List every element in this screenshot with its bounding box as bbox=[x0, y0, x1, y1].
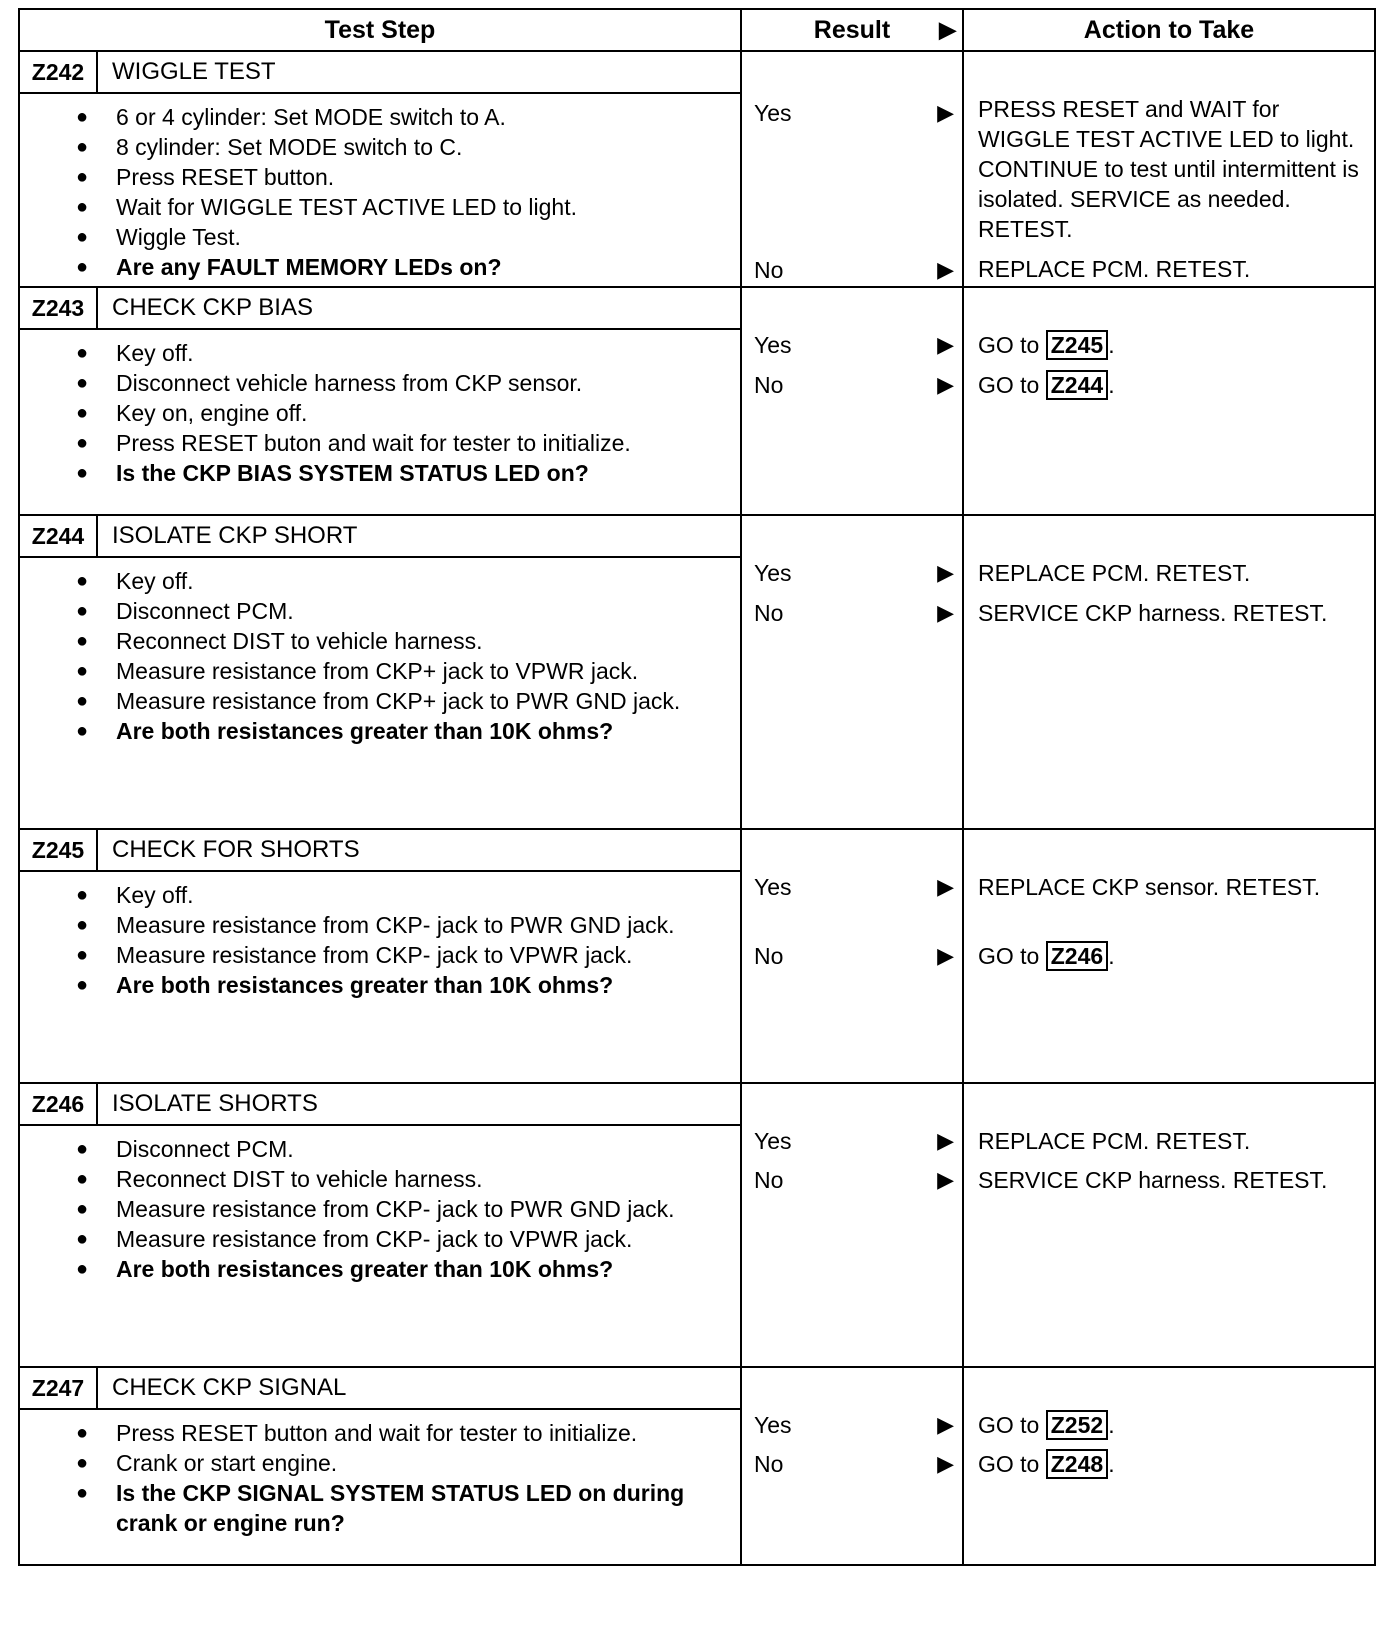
step-instruction: ● 6 or 4 cylinder: Set MODE switch to A. bbox=[116, 102, 730, 132]
action-text: GO to bbox=[978, 943, 1046, 969]
step-instruction: ● Key off. bbox=[116, 880, 730, 910]
arrow-right-icon: ▶ bbox=[937, 372, 954, 397]
result-no bbox=[754, 598, 956, 628]
action-yes bbox=[978, 872, 1364, 902]
step-instructions bbox=[20, 94, 740, 284]
arrow-right-icon: ▶ bbox=[937, 257, 954, 282]
step-reference-link[interactable]: Z248 bbox=[1046, 1449, 1108, 1479]
action-cell bbox=[963, 515, 1375, 829]
arrow-right-icon: ▶ bbox=[937, 1128, 954, 1153]
action-yes bbox=[978, 558, 1364, 588]
result-cell bbox=[741, 1083, 963, 1367]
step-instruction: ● Press RESET button. bbox=[116, 162, 730, 192]
step-instructions bbox=[20, 1410, 740, 1540]
result-yes bbox=[754, 558, 956, 588]
header-test-step: Test Step bbox=[19, 9, 741, 51]
test-step-cell bbox=[19, 51, 741, 287]
test-step-cell bbox=[19, 829, 741, 1083]
result-no bbox=[754, 370, 956, 400]
action-yes bbox=[978, 94, 1364, 244]
step-header bbox=[20, 1368, 740, 1410]
step-number: Z242 bbox=[20, 52, 98, 92]
result-label: Yes bbox=[754, 874, 792, 900]
action-cell bbox=[963, 51, 1375, 287]
header-action: Action to Take bbox=[963, 9, 1375, 51]
step-instruction: ● Press RESET buton and wait for tester to initialize. bbox=[116, 428, 730, 458]
step-number: Z246 bbox=[20, 1084, 98, 1124]
action-yes bbox=[978, 1126, 1364, 1156]
step-instructions bbox=[20, 330, 740, 490]
action-text: GO to bbox=[978, 332, 1046, 358]
result-label: Yes bbox=[754, 332, 792, 358]
action-cell bbox=[963, 1367, 1375, 1565]
action-text: REPLACE CKP sensor. RETEST. bbox=[978, 874, 1321, 900]
action-text: SERVICE CKP harness. RETEST. bbox=[978, 1167, 1328, 1193]
arrow-right-icon: ▶ bbox=[937, 100, 954, 125]
action-text: REPLACE PCM. RETEST. bbox=[978, 1128, 1251, 1154]
period: . bbox=[1108, 1451, 1115, 1477]
test-step-cell bbox=[19, 515, 741, 829]
step-instruction: ● Key on, engine off. bbox=[116, 398, 730, 428]
arrow-right-icon: ▶ bbox=[937, 1412, 954, 1437]
test-step-cell bbox=[19, 287, 741, 515]
step-instruction: ● Wait for WIGGLE TEST ACTIVE LED to light. bbox=[116, 192, 730, 222]
result-no bbox=[754, 941, 956, 971]
arrow-right-icon: ▶ bbox=[937, 1451, 954, 1476]
step-instruction: ● Measure resistance from CKP- jack to PWR GND jack. bbox=[116, 910, 730, 940]
step-instruction: ● Disconnect PCM. bbox=[116, 596, 730, 626]
result-cell bbox=[741, 515, 963, 829]
step-reference-link[interactable]: Z246 bbox=[1046, 941, 1108, 971]
action-text: GO to bbox=[978, 1412, 1046, 1438]
diagnostic-table bbox=[18, 8, 1376, 1566]
header-row bbox=[19, 9, 1375, 51]
action-text: REPLACE PCM. RETEST. bbox=[978, 560, 1251, 586]
period: . bbox=[1108, 943, 1115, 969]
arrow-right-icon: ▶ bbox=[937, 600, 954, 625]
action-no bbox=[978, 941, 1364, 971]
step-instructions bbox=[20, 558, 740, 748]
result-label: Yes bbox=[754, 1128, 792, 1154]
action-cell bbox=[963, 829, 1375, 1083]
arrow-right-icon: ▶ bbox=[937, 560, 954, 585]
step-instruction: ● Measure resistance from CKP- jack to VPWR jack. bbox=[116, 940, 730, 970]
step-instruction: ● Press RESET button and wait for tester to initialize. bbox=[116, 1418, 730, 1448]
step-instruction: ● Key off. bbox=[116, 338, 730, 368]
step-header bbox=[20, 1084, 740, 1126]
result-label: No bbox=[754, 1451, 784, 1477]
result-yes bbox=[754, 872, 956, 902]
diagnostic-table-page bbox=[18, 8, 1374, 1566]
step-number: Z247 bbox=[20, 1368, 98, 1408]
arrow-right-icon: ▶ bbox=[937, 332, 954, 357]
step-title: CHECK CKP SIGNAL bbox=[112, 1374, 347, 1401]
action-yes bbox=[978, 330, 1364, 360]
result-label: Yes bbox=[754, 560, 792, 586]
step-title: CHECK CKP BIAS bbox=[112, 294, 313, 321]
period: . bbox=[1108, 372, 1115, 398]
arrow-right-icon: ▶ bbox=[939, 17, 956, 42]
action-text: PRESS RESET and WAIT for WIGGLE TEST ACTIVE LED to light. CONTINUE to test until intermittent is isolated. SERVICE as needed. RETEST. bbox=[978, 96, 1359, 242]
result-label: No bbox=[754, 600, 784, 626]
step-row-z247 bbox=[19, 1367, 1375, 1565]
step-number: Z245 bbox=[20, 830, 98, 870]
result-label: No bbox=[754, 257, 784, 283]
action-cell bbox=[963, 1083, 1375, 1367]
result-cell bbox=[741, 829, 963, 1083]
step-instruction: ● Measure resistance from CKP+ jack to VPWR jack. bbox=[116, 656, 730, 686]
step-question: ● Is the CKP BIAS SYSTEM STATUS LED on? bbox=[116, 458, 730, 488]
step-instructions bbox=[20, 1126, 740, 1286]
step-instruction: ● Disconnect PCM. bbox=[116, 1134, 730, 1164]
action-no bbox=[978, 1449, 1364, 1479]
step-question: ● Are both resistances greater than 10K ohms? bbox=[116, 970, 730, 1000]
step-row-z244 bbox=[19, 515, 1375, 829]
result-label: No bbox=[754, 372, 784, 398]
result-no bbox=[754, 1449, 956, 1479]
step-title: WIGGLE TEST bbox=[112, 58, 276, 85]
action-no bbox=[978, 370, 1364, 400]
action-text: GO to bbox=[978, 1451, 1046, 1477]
header-result-label: Result bbox=[813, 15, 891, 44]
result-cell bbox=[741, 1367, 963, 1565]
step-question: ● Are any FAULT MEMORY LEDs on? bbox=[116, 252, 730, 282]
result-label: Yes bbox=[754, 100, 792, 126]
step-title: ISOLATE CKP SHORT bbox=[112, 522, 358, 549]
step-header bbox=[20, 52, 740, 94]
action-cell bbox=[963, 287, 1375, 515]
result-yes bbox=[754, 1126, 956, 1156]
step-instruction: ● Key off. bbox=[116, 566, 730, 596]
step-row-z245 bbox=[19, 829, 1375, 1083]
test-step-cell bbox=[19, 1083, 741, 1367]
result-label: Yes bbox=[754, 1412, 792, 1438]
step-question: ● Are both resistances greater than 10K ohms? bbox=[116, 716, 730, 746]
action-no bbox=[978, 1165, 1364, 1195]
step-number: Z244 bbox=[20, 516, 98, 556]
step-reference-link[interactable]: Z245 bbox=[1046, 330, 1108, 360]
step-instruction: ● Reconnect DIST to vehicle harness. bbox=[116, 1164, 730, 1194]
step-instruction: ● Measure resistance from CKP+ jack to PWR GND jack. bbox=[116, 686, 730, 716]
arrow-right-icon: ▶ bbox=[937, 943, 954, 968]
step-instruction: ● Measure resistance from CKP- jack to VPWR jack. bbox=[116, 1224, 730, 1254]
step-instruction: ● Disconnect vehicle harness from CKP sensor. bbox=[116, 368, 730, 398]
result-cell bbox=[741, 287, 963, 515]
period: . bbox=[1108, 1412, 1115, 1438]
step-instruction: ● Reconnect DIST to vehicle harness. bbox=[116, 626, 730, 656]
step-title: ISOLATE SHORTS bbox=[112, 1090, 318, 1117]
step-instruction: ● Wiggle Test. bbox=[116, 222, 730, 252]
arrow-right-icon: ▶ bbox=[937, 1167, 954, 1192]
result-cell bbox=[741, 51, 963, 287]
result-no bbox=[754, 1165, 956, 1195]
action-text: SERVICE CKP harness. RETEST. bbox=[978, 600, 1328, 626]
step-reference-link[interactable]: Z244 bbox=[1046, 370, 1108, 400]
action-no bbox=[978, 254, 1364, 284]
step-row-z242 bbox=[19, 51, 1375, 287]
step-question: ● Is the CKP SIGNAL SYSTEM STATUS LED on during crank or engine run? bbox=[116, 1478, 730, 1538]
step-row-z243 bbox=[19, 287, 1375, 515]
step-header bbox=[20, 516, 740, 558]
step-row-z246 bbox=[19, 1083, 1375, 1367]
action-text: GO to bbox=[978, 372, 1046, 398]
step-header bbox=[20, 830, 740, 872]
result-no bbox=[754, 255, 956, 285]
step-number: Z243 bbox=[20, 288, 98, 328]
period: . bbox=[1108, 332, 1115, 358]
step-title: CHECK FOR SHORTS bbox=[112, 836, 360, 863]
step-instruction: ● Measure resistance from CKP- jack to PWR GND jack. bbox=[116, 1194, 730, 1224]
step-instruction: ● 8 cylinder: Set MODE switch to C. bbox=[116, 132, 730, 162]
action-yes bbox=[978, 1410, 1364, 1440]
step-instruction: ● Crank or start engine. bbox=[116, 1448, 730, 1478]
test-step-cell bbox=[19, 1367, 741, 1565]
arrow-right-icon: ▶ bbox=[937, 874, 954, 899]
header-result bbox=[741, 9, 963, 51]
result-yes bbox=[754, 330, 956, 360]
result-label: No bbox=[754, 943, 784, 969]
result-label: No bbox=[754, 1167, 784, 1193]
result-yes bbox=[754, 98, 956, 128]
step-instructions bbox=[20, 872, 740, 1002]
result-yes bbox=[754, 1410, 956, 1440]
action-no bbox=[978, 598, 1364, 628]
step-reference-link[interactable]: Z252 bbox=[1046, 1410, 1108, 1440]
step-question: ● Are both resistances greater than 10K ohms? bbox=[116, 1254, 730, 1284]
action-text: REPLACE PCM. RETEST. bbox=[978, 256, 1251, 282]
step-header bbox=[20, 288, 740, 330]
